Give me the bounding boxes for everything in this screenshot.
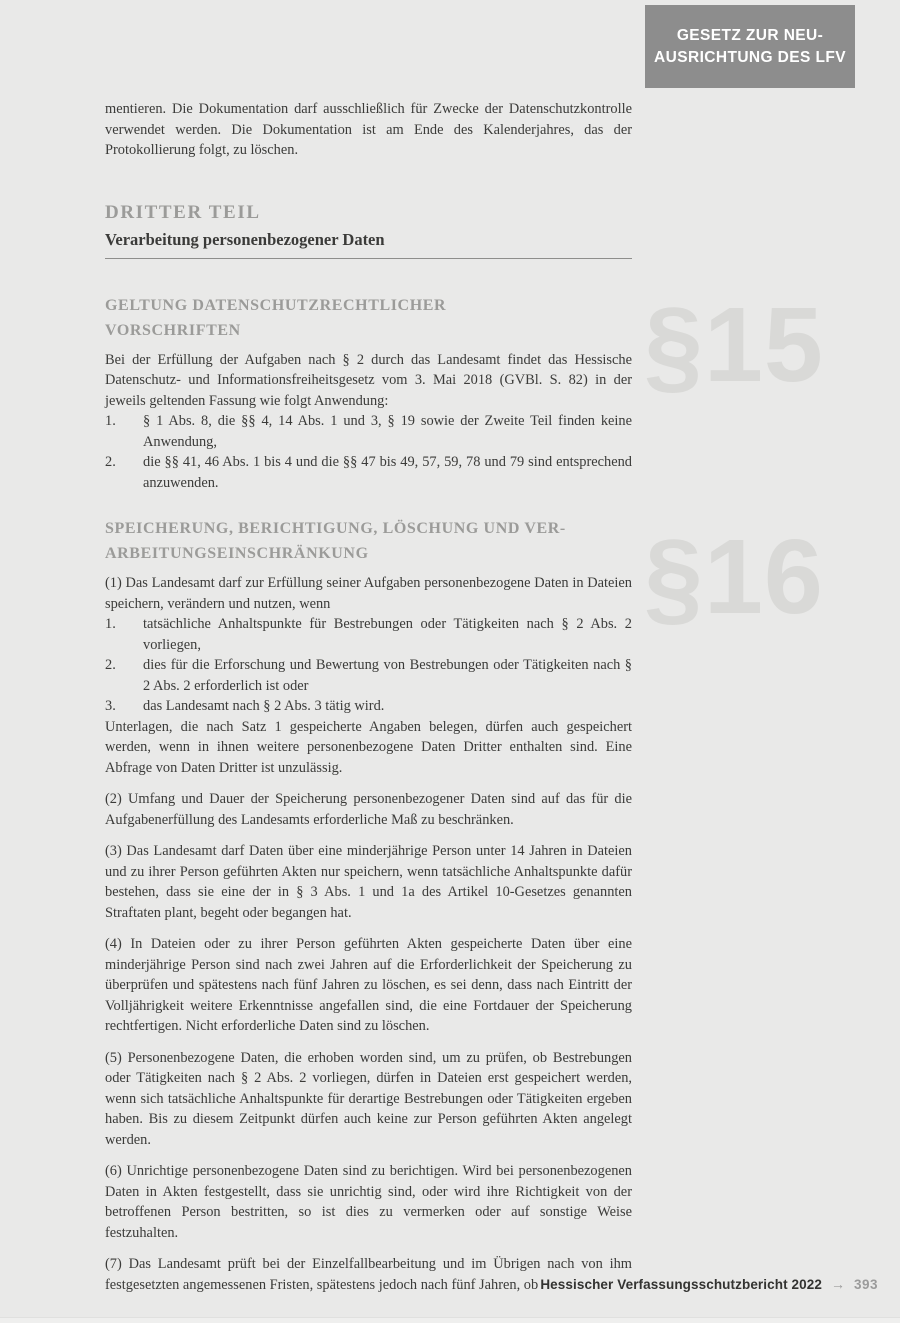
section-15-intro: Bei der Erfüllung der Aufgaben nach § 2 durch das Landesamt findet das Hessische Datenschutz- und Informationsfreiheitsgesetz vom 3. Mai 2018 (GVBl. S. 82) in der jeweils geltenden Fassung wie folgt Anwendung: (105, 351, 632, 409)
list-item-text: dies für die Erforschung und Bewertung von Bestrebungen oder Tätigkeiten nach § 2 Abs. 2 erforderlich ist oder (143, 657, 632, 694)
footer-report-title: Hessischer Verfassungsschutzbericht 2022 (540, 1277, 822, 1292)
list-item-text: die §§ 41, 46 Abs. 1 bis 4 und die §§ 47 bis 49, 57, 59, 78 und 79 sind entsprechend anzuwenden. (143, 454, 632, 491)
list-item-number: 1. (105, 616, 116, 632)
chapter-tag-line1: GESETZ ZUR NEU- (676, 27, 824, 44)
list-item-text: § 1 Abs. 8, die §§ 4, 14 Abs. 1 und 3, § 19 sowie der Zweite Teil finden keine Anwendung, (143, 413, 632, 450)
list-item-number: 2. (105, 454, 116, 470)
chapter-tag (645, 5, 855, 88)
part-kicker: DRITTER TEIL (105, 201, 261, 223)
paragraph-1-intro: (1) Das Landesamt darf zur Erfüllung seiner Aufgaben personenbezogene Daten in Dateien speichern, verändern und nutzen, wenn (105, 575, 632, 612)
part-heading (105, 201, 632, 259)
chapter-tag-line2: AUSRICHTUNG DES LFV (654, 49, 846, 66)
paragraph-2: (2) Umfang und Dauer der Speicherung personenbezogener Daten sind auf das für die Aufgabenerfüllung des Landesamts erforderliche Maß zu beschränken. (105, 791, 632, 828)
page-footer (540, 1276, 878, 1292)
carryover-paragraph: mentieren. Die Dokumentation darf ausschließlich für Zwecke der Datenschutzkontrolle verwendet werden. Die Dokumentation ist am Ende des Kalenderjahres, das der Protokollierung folgt, zu löschen. (105, 101, 632, 158)
paragraph-16-watermark: §16 (644, 518, 824, 636)
section-15-heading-line2: VORSCHRIFTEN (105, 321, 241, 339)
part-title: Verarbeitung personenbezogener Daten (105, 229, 385, 249)
section-15-list (105, 411, 632, 493)
paragraph-4: (4) In Dateien oder zu ihrer Person geführten Akten gespeicherte Daten über eine minderjährige Person sind nach zwei Jahren auf die Erforderlichkeit der Speicherung zu überprüfen und spätestens nach fünf Jahren zu löschen, es sei denn, dass nach Eintritt der Volljährigkeit weitere Erkenntnisse angefallen sind, die eine Fortdauer der Speicherung rechtfertigen. Nicht erforderliche Daten sind zu löschen. (105, 936, 632, 1034)
list-item (105, 452, 632, 493)
paragraph-7: (7) Das Landesamt prüft bei der Einzelfallbearbeitung und im Übrigen nach von ihm festgesetzten angemessenen Fristen, spätestens jedoch nach fünf Jahren, ob (105, 1256, 632, 1293)
list-item-text: das Landesamt nach § 2 Abs. 3 tätig wird. (143, 698, 385, 714)
list-item (105, 411, 632, 452)
paragraph-1-list (105, 614, 632, 717)
list-item (105, 655, 632, 696)
section-16-heading (105, 516, 632, 566)
list-item-text: tatsächliche Anhaltspunkte für Bestrebungen oder Tätigkeiten nach § 2 Abs. 2 vorliegen, (143, 616, 632, 653)
list-item-number: 2. (105, 657, 116, 673)
list-item-number: 3. (105, 698, 116, 714)
list-item (105, 696, 632, 717)
paragraph-5: (5) Personenbezogene Daten, die erhoben worden sind, um zu prüfen, ob Bestrebungen oder Tätigkeiten nach § 2 Abs. 2 vorliegen, dürfen in Dateien erst gespeichert werden, wenn sich tatsächliche Anhaltspunkte für derartige Bestrebungen oder Tätigkeiten ergeben haben. Bis zu diesem Zeitpunkt dürfen auch keine zur Person geführten Akten angelegt werden. (105, 1049, 632, 1148)
page-bottom-edge (0, 1317, 900, 1323)
footer-page-number: 393 (853, 1277, 878, 1292)
section-16-heading-line1: SPEICHERUNG, BERICHTIGUNG, LÖSCHUNG UND VER- (105, 520, 566, 537)
paragraph-1-outro: Unterlagen, die nach Satz 1 gespeicherte Angaben belegen, dürfen auch gespeichert werden, wenn in ihnen weitere personenbezogene Daten Dritter enthalten sind. Eine Abfrage von Daten Dritter ist unzulässig. (105, 718, 632, 776)
list-item (105, 614, 632, 655)
arrow-right-icon: → (830, 1276, 845, 1292)
part-divider-rule (105, 258, 632, 259)
paragraph-6: (6) Unrichtige personenbezogene Daten sind zu berichtigen. Wird bei personenbezogenen Daten in Akten festgestellt, dass sie unrichtig sind, oder wird ihre Richtigkeit von der betroffenen Person bestritten, so ist dies zu vermerken oder auf sonstige Weise festzuhalten. (105, 1163, 632, 1241)
paragraph-3: (3) Das Landesamt darf Daten über eine minderjährige Person unter 14 Jahren in Dateien und zu ihrer Person geführten Akten nur speichern, wenn tatsächliche Anhaltspunkte dafür bestehen, dass sie eine der in § 3 Abs. 1 und 1a des Artikel 10-Gesetzes genannten Straftaten plant, begeht oder begangen hat. (105, 843, 632, 921)
section-paragraph-15 (105, 293, 632, 494)
section-15-heading-line1: GELTUNG DATENSCHUTZRECHTLICHER (105, 296, 447, 314)
section-16-heading-line2: ARBEITUNGSEINSCHRÄNKUNG (105, 545, 369, 562)
text-column (105, 0, 632, 1295)
section-15-heading (105, 293, 632, 343)
paragraph-15-watermark: §15 (644, 286, 824, 404)
section-paragraph-16 (105, 516, 632, 1295)
list-item-number: 1. (105, 413, 116, 429)
